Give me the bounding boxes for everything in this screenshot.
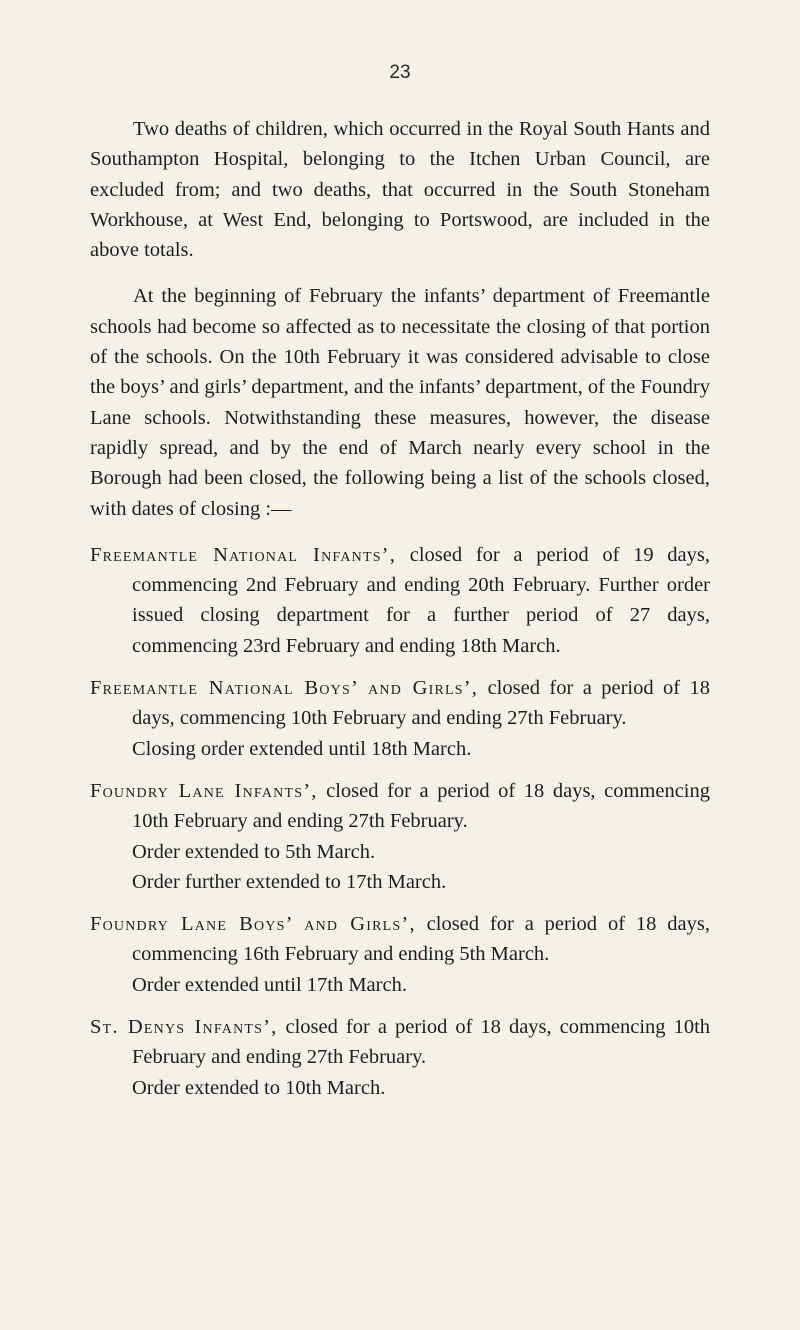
closure-text: closed for a period of 18 days, commencing 10th February and ending 27th February.: [132, 677, 711, 730]
school-name: Foundry Lane Boys’ and Girls’,: [90, 913, 416, 936]
closure-entry-foundry-lane-infants: [90, 776, 710, 897]
paragraph-hospital-deaths: Two deaths of children, which occurred in the Royal South Hants and Southampton Hospital, belonging to the Itchen Urban Council, are excluded from; and two deaths, that occurred in the South Stoneham Workhouse, at West End, belonging to Portswood, are included in the above totals.: [90, 118, 710, 262]
closure-entry-freemantle-boys-girls: [90, 673, 710, 764]
closure-note: Order extended to 5th March.: [132, 840, 376, 863]
paragraph-school-closures: At the beginning of February the infants’ department of Freemantle schools had become so affected as to necessitate the closing of that portion of the schools. On the 10th February it was considered advisable to close the boys’ and girls’ department, and the infants’ department, of the Foundry Lane schools. Notwithstanding these measures, however, the disease rapidly spread, and by the end of March nearly every school in the Borough had been closed, the following being a list of the schools closed, with dates of closing :—: [90, 285, 710, 520]
page-number: 23: [389, 62, 411, 83]
closure-entry-st-denys-infants: [90, 1012, 710, 1103]
closure-note: Order extended until 17th March.: [132, 973, 407, 996]
school-name: Freemantle National Boys’ and Girls’,: [90, 677, 479, 700]
school-name: Freemantle National Infants’,: [90, 543, 397, 566]
closure-note: Order further extended to 17th March.: [132, 870, 447, 893]
closure-text: closed for a period of 18 days, commencing 10th February and ending 27th February.: [132, 1016, 711, 1069]
closure-entry-foundry-lane-boys-girls: [90, 909, 710, 1000]
closure-note: Order extended to 10th March.: [132, 1076, 386, 1099]
school-name: St. Denys Infants’,: [90, 1016, 278, 1039]
closure-note: Closing order extended until 18th March.: [132, 737, 472, 760]
closure-text: closed for a period of 19 days, commencing 2nd February and ending 20th February. Further order issued closing department for a further period of 27 days, commencing 23rd February and ending 18th March.: [132, 543, 711, 657]
document-body: [90, 114, 710, 1115]
school-name: Foundry Lane Infants’,: [90, 779, 318, 802]
closure-text: closed for a period of 18 days, commencing 16th February and ending 5th March.: [132, 913, 710, 966]
closure-entry-freemantle-infants: [90, 540, 710, 661]
closure-text: closed for a period of 18 days, commencing 10th February and ending 27th February.: [132, 779, 711, 833]
